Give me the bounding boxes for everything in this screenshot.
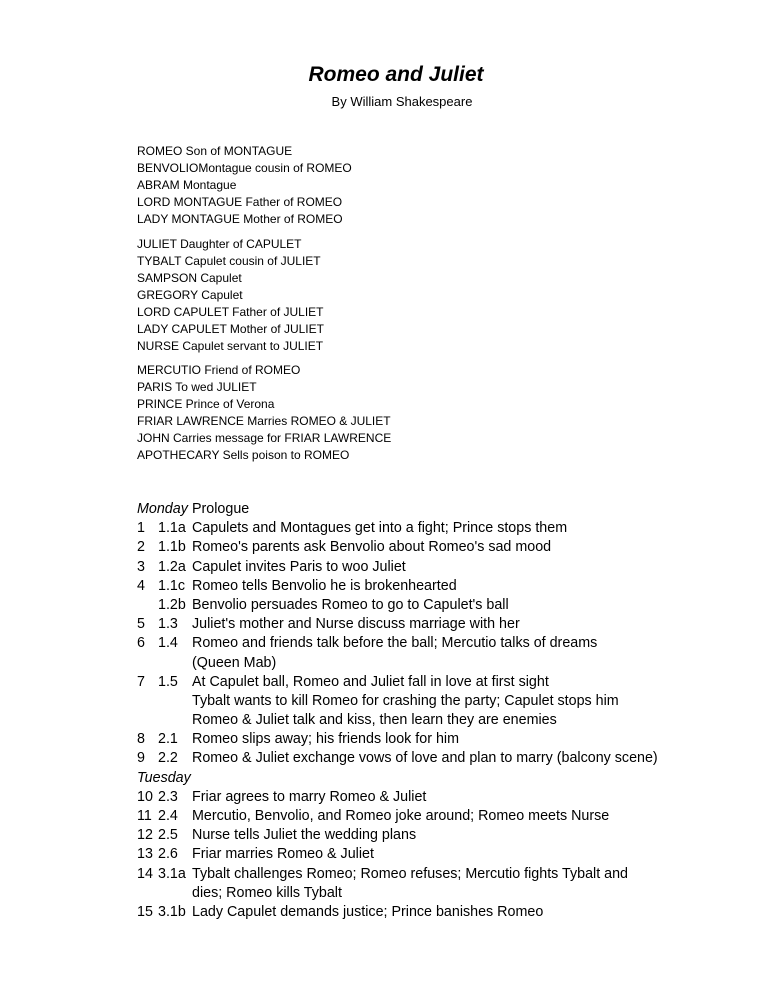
scene-number: 1.2a [158,558,186,575]
cast-member: ROMEO Son of MONTAGUE [137,144,293,158]
cast-member: ABRAM Montague [137,178,237,192]
scene-description: Mercutio, Benvolio, and Romeo joke around; Romeo meets Nurse [192,808,610,824]
scene-number: 1.5 [158,673,178,690]
scene-description: Romeo tells Benvolio he is brokenhearted [192,577,457,594]
scene-number: 2.5 [158,827,178,844]
day-number: 9 [137,750,145,767]
day-number: 11 [137,808,152,824]
day-number: 8 [137,731,145,748]
day-number: 15 [137,903,153,920]
scene-description: Prologue [192,501,250,517]
scene-description: Romeo slips away; his friends look for him [192,731,459,748]
cast-member: PARIS To wed JULIET [137,380,257,394]
scene-description: Capulet invites Paris to woo Juliet [192,558,406,575]
scene-number: 2.1 [158,731,178,748]
scene-description: Romeo & Juliet exchange vows of love and plan to marry (balcony scene) [192,750,658,767]
scene-description: Benvolio persuades Romeo to go to Capulet's ball [192,596,509,613]
scene-description: Friar marries Romeo & Juliet [192,846,374,863]
scene-description: Tybalt wants to kill Romeo for crashing the party; Capulet stops him [192,692,619,709]
scene-number: 1.1c [158,577,186,594]
scene-number: 2.4 [158,808,178,824]
scene-number: 1.3 [158,616,178,633]
cast-group-others [137,362,391,464]
scene-description: Tybalt challenges Romeo; Romeo refuses; Mercutio fights Tybalt and [192,865,629,882]
cast-member: LORD MONTAGUE Father of ROMEO [137,195,343,209]
cast-member: APOTHECARY Sells poison to ROMEO [137,448,350,462]
cast-member: TYBALT Capulet cousin of JULIET [137,254,321,268]
scene-number: 2.2 [158,750,178,767]
cast-member: LADY MONTAGUE Mother of ROMEO [137,212,343,226]
day-number: 14 [137,865,153,882]
cast-member: GREGORY Capulet [137,288,243,302]
day-number: 1 [137,520,145,537]
scene-number: 1.4 [158,635,178,652]
page-title: Romeo and Juliet [308,63,484,86]
scene-description: (Queen Mab) [192,654,277,671]
author-line: By William Shakespeare [331,94,473,109]
scene-number: 1.1b [158,539,186,556]
cast-member: PRINCE Prince of Verona [137,397,275,411]
cast-member: SAMPSON Capulet [137,271,242,285]
scene-number: 1.2b [158,596,186,613]
day-number: 7 [137,673,145,690]
day-label: Tuesday [137,769,191,786]
cast-group-capulet [137,236,324,355]
day-number: 10 [137,788,153,805]
scene-description: Romeo's parents ask Benvolio about Romeo's sad mood [192,539,552,556]
day-number: 4 [137,577,145,594]
cast-member: LADY CAPULET Mother of JULIET [137,322,324,336]
day-number: 13 [137,846,153,863]
cast-member: LORD CAPULET Father of JULIET [137,305,324,319]
day-number: 5 [137,616,145,633]
scene-number: 2.6 [158,846,178,863]
day-number: 12 [137,827,153,844]
cast-group-montague [137,143,352,228]
scene-description: Romeo and friends talk before the ball; Mercutio talks of dreams [192,635,598,652]
day-label: Monday [137,501,188,517]
cast-member: JOHN Carries message for FRIAR LAWRENCE [137,431,392,445]
scene-number: 3.1b [158,903,186,920]
scene-description: Lady Capulet demands justice; Prince banishes Romeo [192,903,544,920]
cast-member: NURSE Capulet servant to JULIET [137,339,324,353]
scene-description: Capulets and Montagues get into a fight; Prince stops them [192,520,568,537]
scene-description: Juliet's mother and Nurse discuss marriage with her [192,616,520,633]
cast-member: FRIAR LAWRENCE Marries ROMEO & JULIET [137,414,391,428]
scene-description: Romeo & Juliet talk and kiss, then learn they are enemies [192,712,557,729]
cast-member: MERCUTIO Friend of ROMEO [137,363,301,377]
scene-description: Friar agrees to marry Romeo & Juliet [192,788,427,805]
day-number: 2 [137,539,145,556]
scene-number: 3.1a [158,865,186,882]
scene-description: At Capulet ball, Romeo and Juliet fall in love at first sight [192,673,549,690]
cast-member: BENVOLIOMontague cousin of ROMEO [137,161,352,175]
scene-number: 2.3 [158,788,178,805]
day-number: 3 [137,558,145,575]
scene-description: dies; Romeo kills Tybalt [192,884,342,901]
cast-member: JULIET Daughter of CAPULET [137,237,302,251]
day-number: 6 [137,635,145,652]
scene-description: Nurse tells Juliet the wedding plans [192,827,417,844]
scene-number: 1.1a [158,520,186,537]
